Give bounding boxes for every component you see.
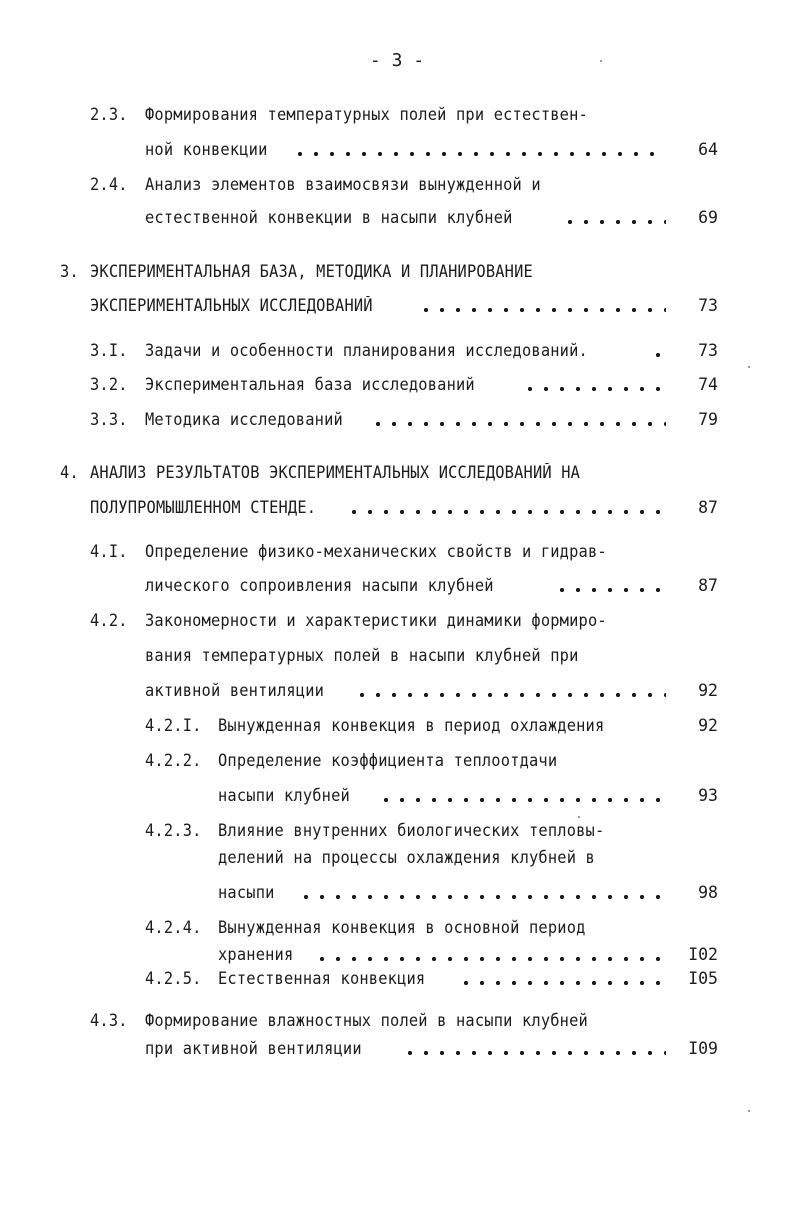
toc-number: 4.I. <box>90 542 128 561</box>
toc-page-ref: I02 <box>688 945 718 964</box>
toc-number: 4.3. <box>90 1011 128 1030</box>
dot-leader <box>554 587 666 593</box>
scan-speck <box>748 1110 750 1112</box>
toc-entry-title: делений на процессы охлаждения клубней в <box>218 848 595 867</box>
toc-number: 3.I. <box>90 341 128 360</box>
toc-entry-title: вания температурных полей в насыпи клубней при <box>145 646 579 665</box>
toc-entry-title: естественной конвекции в насыпи клубней <box>145 208 513 227</box>
scan-speck <box>748 366 750 368</box>
toc-page-ref: 64 <box>698 140 718 159</box>
toc-entry-title: Задачи и особенности планирования исследований. <box>145 341 588 360</box>
toc-number: 4.2.2. <box>145 751 202 770</box>
toc-page-ref: 92 <box>698 716 718 735</box>
toc-entry-title: Формирования температурных полей при естествен- <box>145 105 588 124</box>
toc-entry-title: насыпи <box>218 883 275 902</box>
toc-number: 4.2.I. <box>145 716 202 735</box>
toc-chapter-title: ПОЛУПРОМЫШЛЕННОМ СТЕНДЕ. <box>90 498 317 517</box>
toc-entry-title: Влияние внутренних биологических тепловы- <box>218 821 605 840</box>
toc-entry-title: хранения <box>218 945 294 964</box>
dot-leader <box>562 219 666 225</box>
toc-number: 4.2.4. <box>145 918 202 937</box>
toc-number: 3.2. <box>90 375 128 394</box>
toc-page-ref: 87 <box>698 576 718 595</box>
toc-entry-title: Закономерности и характеристики динамики формиро- <box>145 611 607 630</box>
toc-chapter-number: 4. <box>60 463 79 482</box>
toc-entry-title: насыпи клубней <box>218 786 350 805</box>
toc-entry-title: ной конвекции <box>145 140 268 159</box>
toc-page-ref: 98 <box>698 883 718 902</box>
page-number: - 3 - <box>369 50 425 71</box>
toc-number: 3.3. <box>90 410 128 429</box>
toc-entry-title: Методика исследований <box>145 410 343 429</box>
toc-page-ref: 69 <box>698 208 718 227</box>
toc-page-ref: I09 <box>688 1039 718 1058</box>
toc-page-ref: 73 <box>698 341 718 360</box>
dot-leader <box>522 386 666 392</box>
dot-leader <box>346 509 666 515</box>
toc-number: 4.2.3. <box>145 821 202 840</box>
toc-page-ref: 93 <box>698 786 718 805</box>
scan-speck <box>600 60 602 62</box>
toc-number: 4.2.5. <box>145 969 202 988</box>
toc-chapter-number: 3. <box>60 262 79 281</box>
dot-leader <box>292 151 666 157</box>
toc-number: 2.3. <box>90 105 128 124</box>
toc-entry-title: Определение коэффициента теплоотдачи <box>218 751 558 770</box>
toc-entry-title: Вынужденная конвекция в основной период <box>218 918 586 937</box>
toc-chapter-title: АНАЛИЗ РЕЗУЛЬТАТОВ ЭКСПЕРИМЕНТАЛЬНЫХ ИССЛЕДОВАНИЙ НА <box>90 463 581 482</box>
dot-leader <box>370 421 666 427</box>
toc-number: 4.2. <box>90 611 128 630</box>
toc-page-ref: 74 <box>698 375 718 394</box>
toc-chapter-title: ЭКСПЕРИМЕНТАЛЬНАЯ БАЗА, МЕТОДИКА И ПЛАНИРОВАНИЕ <box>90 262 533 281</box>
toc-entry-title: Формирование влажностных полей в насыпи клубней <box>145 1011 588 1030</box>
toc-entry-title: Вынужденная конвекция в период охлаждения <box>218 716 605 735</box>
dot-leader <box>378 797 666 803</box>
dot-leader <box>402 1050 666 1056</box>
toc-entry-title: лического сопроивления насыпи клубней <box>145 576 494 595</box>
toc-page-ref: I05 <box>688 969 718 988</box>
dot-leader <box>314 956 666 962</box>
dot-leader <box>418 307 666 313</box>
scan-speck <box>578 816 580 818</box>
toc-entry-title: Экспериментальная база исследований <box>145 375 475 394</box>
toc-number: 2.4. <box>90 175 128 194</box>
dot-leader <box>354 692 666 698</box>
toc-entry-title: Определение физико-механических свойств и гидрав- <box>145 542 607 561</box>
dot-leader <box>298 894 666 900</box>
dot-leader <box>458 980 666 986</box>
toc-page-ref: 92 <box>698 681 718 700</box>
toc-entry-title: активной вентиляции <box>145 681 325 700</box>
toc-entry-title: при активной вентиляции <box>145 1039 362 1058</box>
toc-entry-title: Анализ элементов взаимосвязи вынужденной и <box>145 175 541 194</box>
toc-entry-title: Естественная конвекция <box>218 969 426 988</box>
toc-page-ref: 87 <box>698 498 718 517</box>
toc-page-ref: 73 <box>698 296 718 315</box>
toc-page-ref: 79 <box>698 410 718 429</box>
toc-chapter-title: ЭКСПЕРИМЕНТАЛЬНЫХ ИССЛЕДОВАНИЙ <box>90 296 373 315</box>
